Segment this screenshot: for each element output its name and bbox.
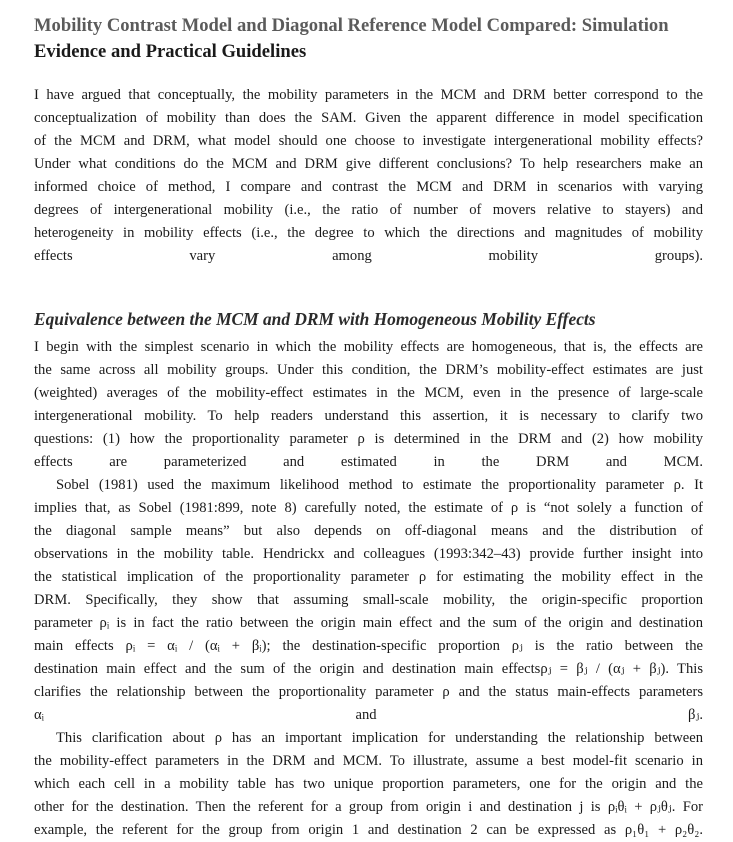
text-line: I begin with the simplest scenario in which the mobility effects are homogeneous, that is, the effects are	[34, 339, 703, 355]
text-line: clarifies the relationship between the proportionality parameter ρ and the status main-effects parameters	[34, 684, 703, 700]
text-line: the same across all mobility groups. Under this condition, the DRM’s mobility-effect estimates are just	[34, 362, 703, 378]
text-line: the mobility-effect parameters in the DRM and MCM. To illustrate, assume a best model-fit scenario in	[34, 753, 703, 769]
paragraph-sobel	[34, 474, 703, 727]
text-line: which each cell in a mobility table has two unique proportion parameters, one for the origin and the	[34, 776, 703, 792]
text-line: degrees of intergenerational mobility (i.e., the ratio of number of movers relative to stayers) and	[34, 202, 703, 218]
text-line: other for the destination. Then the referent for a group from origin i and destination j is ρᵢθᵢ + ρⱼθⱼ. For	[34, 799, 703, 815]
text-line: conceptualization of mobility than does the SAM. Given the apparent difference in model specification	[34, 110, 703, 126]
text-line: effects are parameterized and estimated in the DRM and MCM.	[34, 454, 703, 470]
text-line: observations in the mobility table. Hendrickx and colleagues (1993:342–43) provide further insight into	[34, 546, 703, 562]
text-line: example, the referent for the group from origin 1 and destination 2 can be expressed as ρ₁θ₁ + ρ₂θ₂.	[34, 822, 703, 838]
text-line: Sobel (1981) used the maximum likelihood method to estimate the proportionality parameter ρ. It	[56, 477, 703, 493]
text-line: informed choice of method, I compare and contrast the MCM and DRM in scenarios with varying	[34, 179, 703, 195]
text-line: of the MCM and DRM, what model should one choose to investigate intergenerational mobility effects?	[34, 133, 703, 149]
text-line: the diagonal sample means” but also depends on off-diagonal means and the distribution of	[34, 523, 703, 539]
subsection-title: Equivalence between the MCM and DRM with Homogeneous Mobility Effects	[34, 309, 596, 329]
text-line: This clarification about ρ has an important implication for understanding the relationship between	[56, 730, 703, 746]
text-line: heterogeneity in mobility effects (i.e., the degree to which the directions and magnitudes of mobility	[34, 225, 703, 241]
section-title-line-2: Evidence and Practical Guidelines	[34, 41, 307, 62]
section-title-line-1: Mobility Contrast Model and Diagonal Reference Model Compared: Simulation	[34, 15, 669, 36]
text-line: effects vary among mobility groups).	[34, 248, 703, 264]
text-line: parameter ρᵢ is in fact the ratio between the origin main effect and the sum of the origin and destination	[34, 615, 703, 631]
text-line: (weighted) averages of the mobility-effect estimates in the MCM, even in the presence of large-scale	[34, 385, 703, 401]
text-line: implies that, as Sobel (1981:899, note 8) carefully noted, the estimate of ρ is “not solely a function of	[34, 500, 703, 516]
section-title	[34, 13, 703, 65]
text-line: questions: (1) how the proportionality parameter ρ is determined in the DRM and (2) how mobility	[34, 431, 703, 447]
text-line: DRM. Specifically, they show that assuming small-scale mobility, the origin-specific proportion	[34, 592, 703, 608]
article-page	[0, 13, 733, 838]
intro-paragraph	[34, 84, 703, 268]
text-line: main effects ρᵢ = αᵢ / (αᵢ + βᵢ); the destination-specific proportion ρⱼ is the ratio between the	[34, 638, 703, 654]
text-line: intergenerational mobility. To help readers understand this assertion, it is necessary to clarify two	[34, 408, 703, 424]
text-line: I have argued that conceptually, the mobility parameters in the MCM and DRM better correspond to the	[34, 87, 703, 103]
paragraph-clarification	[34, 727, 703, 842]
text-line: the statistical implication of the proportionality parameter ρ for estimating the mobility effect in the	[34, 569, 703, 585]
text-line: Under what conditions do the MCM and DRM give different conclusions? To help researchers make an	[34, 156, 703, 172]
text-line: destination main effect and the sum of the origin and destination main effectsρⱼ = βⱼ / (αⱼ + βⱼ). This	[34, 661, 703, 677]
text-line: αᵢ and βⱼ.	[34, 707, 703, 723]
paragraph-homogeneous	[34, 336, 703, 474]
